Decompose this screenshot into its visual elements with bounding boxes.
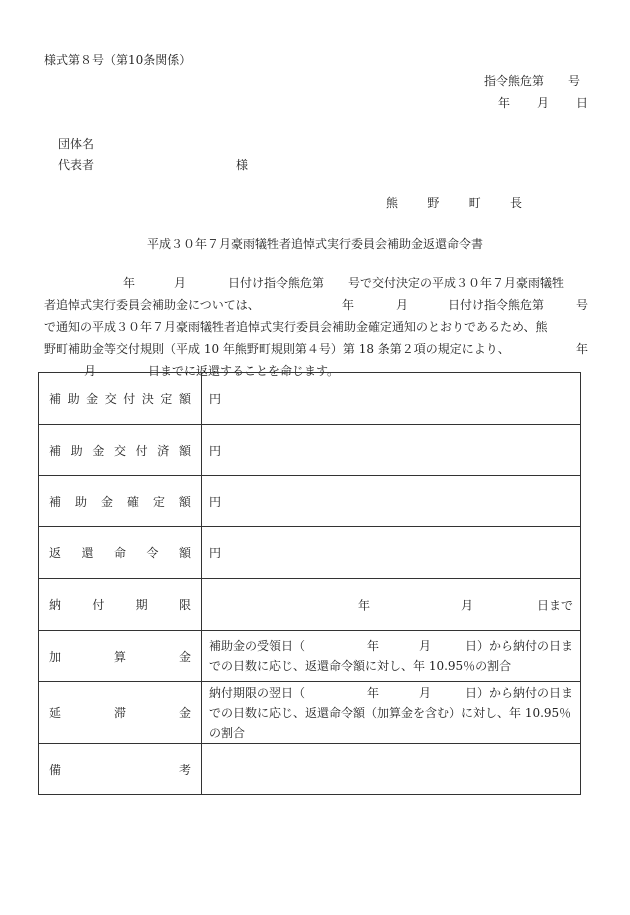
date-year: 年 xyxy=(123,276,136,290)
body-line xyxy=(44,316,590,338)
table-row xyxy=(39,476,581,527)
label-char: 返 xyxy=(49,546,62,560)
text-segment: 日）から納付の日ま xyxy=(464,639,573,653)
honorific: 様 xyxy=(236,158,249,172)
issuer-char: 熊 xyxy=(386,196,399,210)
label-char: 限 xyxy=(178,598,191,612)
row-label-grant-paid xyxy=(39,425,202,476)
label-char: 付 xyxy=(135,443,148,458)
issuer-char: 野 xyxy=(427,196,440,210)
body-text: で通知の平成３０年７月豪雨犠牲者追悼式実行委員会補助金確定通知のとおりであるため、熊 xyxy=(44,320,548,334)
org-name-label: 団体名 xyxy=(58,137,95,151)
amount-cell[interactable]: 円 xyxy=(202,373,581,425)
table-row xyxy=(39,579,581,631)
label-char: 額 xyxy=(178,392,191,406)
label-char: 助 xyxy=(70,443,83,458)
body-line xyxy=(44,294,590,316)
text-line: での日数に応じ、返還命令額（加算金を含む）に対し、年 10.95％ xyxy=(209,705,572,720)
refund-table xyxy=(38,372,581,795)
table-row xyxy=(39,373,581,425)
issue-date xyxy=(498,95,588,111)
date-month: 月 xyxy=(419,685,432,700)
label-char: 交 xyxy=(104,392,117,406)
document-title: 平成３０年７月豪雨犠牲者追悼式実行委員会補助金返還命令書 xyxy=(146,237,483,251)
label-char: 還 xyxy=(81,546,94,560)
label-char: 金 xyxy=(178,706,191,720)
issuer-char: 長 xyxy=(509,196,522,210)
label-char: 定 xyxy=(152,494,165,509)
body-text: 日までに返還することを命じます。 xyxy=(148,364,340,378)
date-year: 年 xyxy=(367,639,380,653)
label-char: 補 xyxy=(49,494,62,509)
row-label-remarks xyxy=(39,744,202,795)
issue-date-day: 日 xyxy=(575,96,588,110)
label-char: 定 xyxy=(160,392,173,406)
label-char: 金 xyxy=(86,392,99,406)
label-char: 額 xyxy=(178,546,191,560)
row-label-late-charge xyxy=(39,682,202,744)
date-year: 年 xyxy=(367,685,380,700)
label-char: 命 xyxy=(113,546,126,560)
label-char: 額 xyxy=(178,494,191,509)
label-char: 金 xyxy=(100,494,113,509)
label-char: 算 xyxy=(113,649,126,664)
remarks-cell[interactable] xyxy=(202,744,581,795)
amount-cell[interactable]: 円 xyxy=(202,425,581,476)
label-char: 決 xyxy=(141,392,154,406)
due-month: 月 xyxy=(461,598,474,612)
table-row xyxy=(39,425,581,476)
row-label-refund-order xyxy=(39,527,202,579)
body-line xyxy=(44,272,590,294)
label-char: 令 xyxy=(146,546,159,560)
label-char: 交 xyxy=(113,443,126,458)
label-char: 助 xyxy=(67,392,80,406)
label-char: 確 xyxy=(126,494,139,509)
text-line xyxy=(209,636,573,656)
date-month: 月 xyxy=(419,639,432,653)
issue-date-year: 年 xyxy=(498,96,511,110)
label-char: 納 xyxy=(49,598,62,612)
issuer-char: 町 xyxy=(468,196,481,210)
label-char: 滞 xyxy=(113,706,126,720)
table-row xyxy=(39,631,581,682)
body-text: 野町補助金等交付規則（平成 10 年熊野町規則第４号）第 18 条第２項の規定により、 xyxy=(44,342,510,356)
table-row xyxy=(39,744,581,795)
table-row xyxy=(39,682,581,744)
text-line xyxy=(209,683,573,703)
date-month: 月 xyxy=(84,364,97,378)
label-char: 金 xyxy=(92,443,105,458)
body-paragraph xyxy=(44,272,590,382)
amount-cell[interactable]: 円 xyxy=(202,527,581,579)
body-line xyxy=(44,338,590,360)
issuer-title xyxy=(386,195,522,211)
date-month: 月 xyxy=(396,298,409,312)
label-char: 加 xyxy=(49,649,62,664)
text-segment: 日）から納付の日ま xyxy=(464,685,573,700)
row-label-additional-charge xyxy=(39,631,202,682)
label-char: 付 xyxy=(92,598,105,612)
label-char: 金 xyxy=(178,649,191,664)
body-text: 者追悼式実行委員会補助金については、 xyxy=(44,298,260,312)
body-text: 日付け指令熊危第 号で交付決定の平成３０年７月豪雨犠牲 xyxy=(228,276,565,290)
text-line: での日数に応じ、返還命令額に対し、年 10.95％の割合 xyxy=(209,659,512,673)
row-label-due-date xyxy=(39,579,202,631)
label-char: 助 xyxy=(74,494,87,509)
label-char: 期 xyxy=(135,598,148,612)
late-charge-cell[interactable] xyxy=(202,682,581,744)
row-label-grant-decided xyxy=(39,373,202,425)
due-until: 日まで xyxy=(536,598,573,612)
body-text: 日付け指令熊危第 xyxy=(448,298,545,312)
issue-date-month: 月 xyxy=(536,96,549,110)
label-char: 補 xyxy=(49,392,62,406)
amount-cell[interactable]: 円 xyxy=(202,476,581,527)
table-row xyxy=(39,527,581,579)
date-year: 年 xyxy=(342,298,355,312)
date-year: 年 xyxy=(576,342,589,356)
text-segment: 納付期限の翌日（ xyxy=(209,685,306,700)
text-line: の割合 xyxy=(209,725,246,740)
representative-label: 代表者 xyxy=(58,158,95,172)
due-year: 年 xyxy=(358,598,371,612)
due-date-cell[interactable] xyxy=(202,579,581,631)
label-char: 済 xyxy=(157,443,170,458)
document-number: 指令熊危第 号 xyxy=(484,74,581,88)
label-char: 備 xyxy=(49,762,62,777)
label-char: 付 xyxy=(123,392,136,406)
form-number: 様式第８号（第10条関係） xyxy=(44,53,192,67)
label-char: 延 xyxy=(49,706,62,720)
additional-charge-cell[interactable] xyxy=(202,631,581,682)
row-label-grant-confirmed xyxy=(39,476,202,527)
date-month: 月 xyxy=(174,276,187,290)
body-text: 号 xyxy=(576,298,589,312)
label-char: 補 xyxy=(49,443,62,458)
text-segment: 補助金の受領日（ xyxy=(209,639,306,653)
label-char: 考 xyxy=(178,762,191,777)
label-char: 額 xyxy=(178,443,191,458)
